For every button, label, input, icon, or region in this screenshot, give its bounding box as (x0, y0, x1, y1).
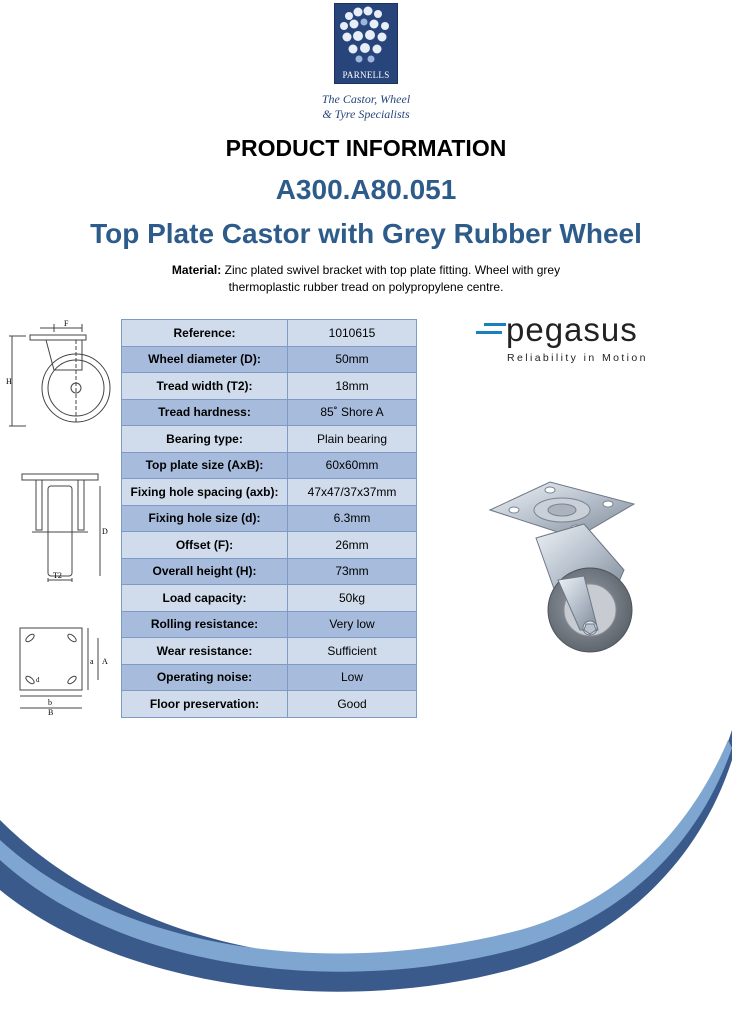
spec-label: Overall height (H): (122, 558, 288, 585)
spec-value: Sufficient (288, 638, 417, 665)
spec-label: Top plate size (AxB): (122, 452, 288, 479)
specification-table (121, 319, 417, 718)
spec-row (122, 320, 417, 347)
decorative-wave (0, 690, 732, 1024)
spec-row (122, 452, 417, 479)
dim-d-hole-label: d (36, 676, 40, 684)
spec-row (122, 664, 417, 691)
product-code: A300.A80.051 (275, 174, 457, 205)
side-view-drawing (6, 318, 116, 430)
spec-label: Fixing hole spacing (axb): (122, 479, 288, 506)
spec-row (122, 532, 417, 559)
spec-value: 50mm (288, 346, 417, 373)
spec-label: Operating noise: (122, 664, 288, 691)
dim-f-label: F (64, 319, 69, 328)
dim-b-small-label: b (48, 698, 52, 707)
spec-label: Wheel diameter (D): (122, 346, 288, 373)
pegasus-slogan: Reliability in Motion (507, 352, 648, 364)
material-label: Material: (171, 263, 222, 277)
material-description (120, 262, 612, 296)
spec-label: Reference: (122, 320, 288, 347)
spec-value: 26mm (288, 532, 417, 559)
tagline-line-1: The Castor, Wheel (321, 92, 411, 106)
spec-value: Good (288, 691, 417, 718)
spec-value: 47x47/37x37mm (288, 479, 417, 506)
dim-t2-label: T2 (53, 571, 62, 580)
spec-value: 73mm (288, 558, 417, 585)
spec-value: 1010615 (288, 320, 417, 347)
spec-row (122, 585, 417, 612)
spec-row (122, 479, 417, 506)
spec-label: Floor preservation: (122, 691, 288, 718)
spec-value: Low (288, 664, 417, 691)
spec-label: Tread hardness: (122, 399, 288, 426)
spec-value: 6.3mm (288, 505, 417, 532)
castor-product-image (488, 480, 638, 665)
spec-label: Wear resistance: (122, 638, 288, 665)
spec-label: Load capacity: (122, 585, 288, 612)
spec-value: Very low (288, 611, 417, 638)
spec-value: 18mm (288, 373, 417, 400)
spec-label: Rolling resistance: (122, 611, 288, 638)
spec-value: 50kg (288, 585, 417, 612)
pegasus-name: pegasus (506, 311, 638, 348)
spec-row (122, 505, 417, 532)
spec-label: Offset (F): (122, 532, 288, 559)
dim-d-label: D (102, 527, 108, 536)
spec-row (122, 346, 417, 373)
dim-a-label: A (102, 657, 108, 666)
spec-label: Fixing hole size (d): (122, 505, 288, 532)
spec-row (122, 558, 417, 585)
pegasus-speed-lines-icon (476, 319, 508, 341)
front-view-drawing (20, 470, 116, 584)
product-name: Top Plate Castor with Grey Rubber Wheel (90, 218, 642, 249)
spec-value: 60x60mm (288, 452, 417, 479)
spec-label: Bearing type: (122, 426, 288, 453)
spec-value: Plain bearing (288, 426, 417, 453)
dim-a-small-label: a (90, 657, 94, 666)
material-line-1: Zinc plated swivel bracket with top plate fitting. Wheel with grey (224, 263, 561, 277)
dim-h-label: H (6, 377, 12, 386)
logo-brand-text: PARNELLS (342, 70, 390, 80)
material-line-2: thermoplastic rubber tread on polypropylene centre. (228, 280, 504, 294)
spec-value: 85˚ Shore A (288, 399, 417, 426)
spec-label: Tread width (T2): (122, 373, 288, 400)
section-title: PRODUCT INFORMATION (225, 135, 507, 161)
spec-row (122, 426, 417, 453)
tagline-line-2: & Tyre Specialists (322, 107, 410, 121)
spec-row (122, 611, 417, 638)
dim-b-label: B (48, 708, 54, 716)
parnells-logo (334, 3, 398, 84)
spec-row (122, 638, 417, 665)
logo-circles-icon (335, 4, 397, 70)
spec-row (122, 399, 417, 426)
spec-row (122, 373, 417, 400)
